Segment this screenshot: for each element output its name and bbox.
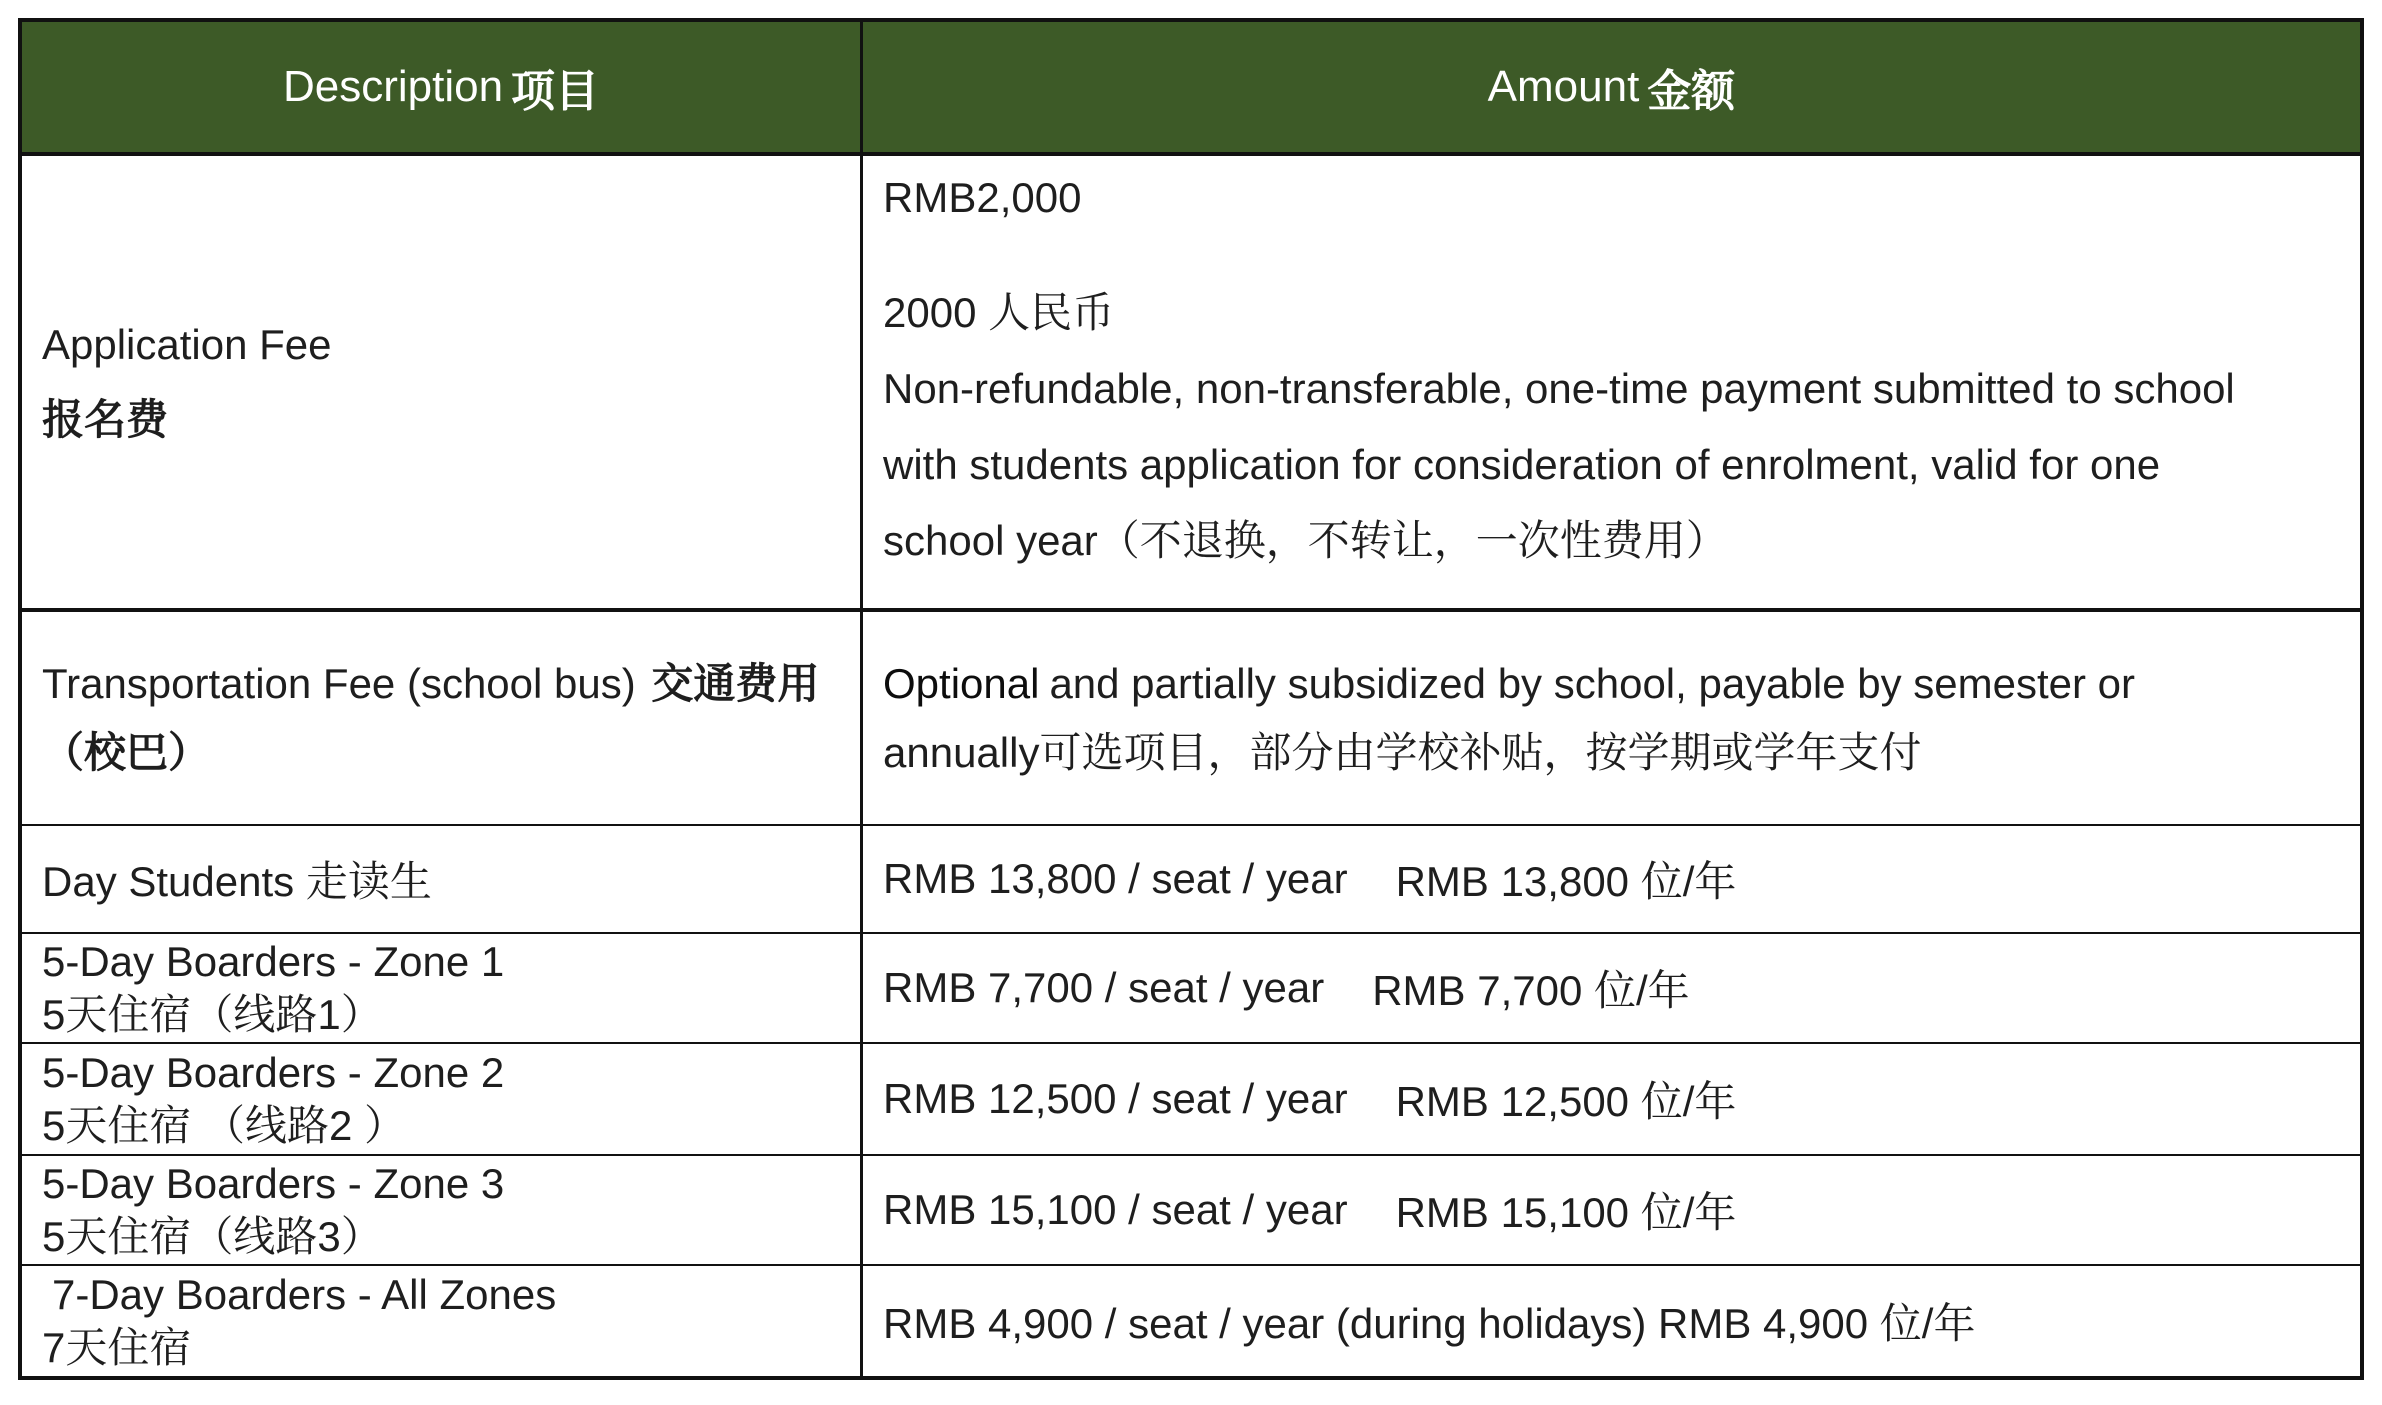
zone1-description [22,934,863,1044]
header-description-zh: 项目 [511,67,600,116]
seven-day-description [22,1266,863,1376]
zone2-label-en: 5-Day Boarders - Zone 2 [42,1049,505,1096]
transport-fee-amount [863,612,2360,826]
zone2-amount-zh: RMB 12,500 位/年 [1395,1078,1737,1125]
transport-fee-optional: Optional [883,660,1040,707]
transport-fee-note-rest: and partially subsidized by school, payable by semester or [1049,660,2136,707]
zone3-amount-en: RMB 15,100 / seat / year [883,1186,1348,1233]
day-students-amount-en: RMB 13,800 / seat / year [883,855,1348,902]
transport-fee-description [22,612,863,826]
application-fee-amount-value: RMB2,000 [883,174,1082,221]
seven-day-amount-text: RMB 4,900 / seat / year (during holidays) RMB 4,900 位/年 [883,1300,1976,1347]
application-fee-note-line: Non-refundable, non-transferable, one-time payment submitted to school [883,365,2235,412]
transport-fee-label-zh: 交通费用 [651,660,820,707]
header-amount-zh: 金额 [1647,67,1736,116]
seven-day-label-zh: 7天住宿 [42,1324,192,1371]
header-amount-en: Amount [1487,62,1640,111]
zone3-label-en: 5-Day Boarders - Zone 3 [42,1160,505,1207]
transport-fee-note-line2: annually可选项目，部分由学校补贴，按学期或学年支付 [883,729,1922,776]
zone2-description [22,1044,863,1156]
zone3-amount-zh: RMB 15,100 位/年 [1395,1189,1737,1236]
zone1-amount-en: RMB 7,700 / seat / year [883,964,1325,1011]
zone1-label-zh: 5天住宿（线路1） [42,991,383,1038]
application-fee-label-zh: 报名费 [42,396,169,443]
day-students-description [22,826,863,934]
transport-fee-label-en: Transportation Fee (school bus) [42,660,636,707]
zone2-amount-en: RMB 12,500 / seat / year [883,1075,1348,1122]
header-description [22,22,863,156]
application-fee-description [22,156,863,612]
day-students-amount-zh: RMB 13,800 位/年 [1395,858,1737,905]
seven-day-amount [863,1266,2360,1376]
day-students-label: Day Students 走读生 [42,858,432,905]
header-amount [863,22,2360,156]
zone1-amount [863,934,2360,1044]
zone3-description [22,1156,863,1266]
seven-day-label-en: 7-Day Boarders - All Zones [52,1271,557,1318]
application-fee-amount-zh: 2000 人民币 [883,289,1115,336]
header-description-en: Description [282,62,504,111]
zone2-label-zh: 5天住宿 （线路2 ） [42,1102,407,1149]
zone1-label-en: 5-Day Boarders - Zone 1 [42,938,505,985]
application-fee-amount [863,156,2360,612]
application-fee-note-line: school year（不退换，不转让，一次性费用） [883,517,1728,564]
fee-table [18,18,2364,1380]
zone2-amount [863,1044,2360,1156]
transport-fee-label-line1 [42,649,840,718]
zone3-label-zh: 5天住宿（线路3） [42,1213,383,1260]
day-students-amount [863,826,2360,934]
transport-fee-label-zh-line2: （校巴） [42,729,211,776]
application-fee-label-en: Application Fee [42,321,332,368]
zone1-amount-zh: RMB 7,700 位/年 [1372,967,1690,1014]
application-fee-note-line: with students application for consideration of enrolment, valid for one [883,441,2161,488]
zone3-amount [863,1156,2360,1266]
transport-fee-note-line1 [883,649,2340,718]
